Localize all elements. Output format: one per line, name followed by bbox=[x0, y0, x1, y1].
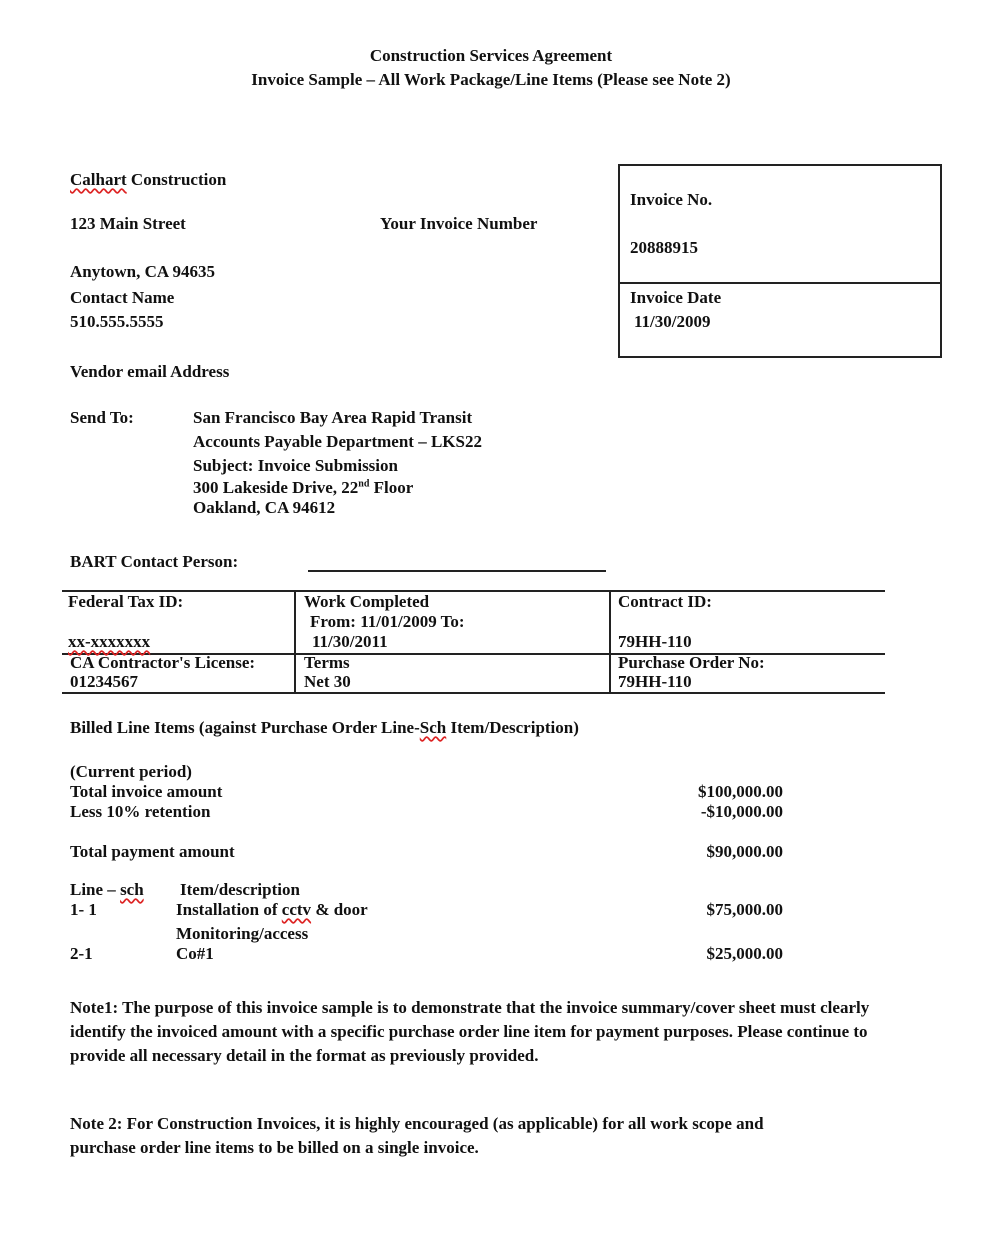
line-item-number: 2-1 bbox=[70, 944, 93, 963]
table-column-divider bbox=[609, 590, 611, 694]
po-label: Purchase Order No: bbox=[618, 653, 765, 672]
send-to-line: 300 Lakeside Drive, 22 bbox=[193, 478, 359, 497]
bart-contact-label: BART Contact Person: bbox=[70, 552, 239, 571]
vendor-email: Vendor email Address bbox=[70, 362, 230, 381]
fed-tax-value: xx-xxxxxxx bbox=[68, 632, 151, 651]
contract-id-value: 79HH-110 bbox=[618, 632, 692, 651]
invoice-date-value: 11/30/2009 bbox=[634, 312, 711, 331]
document-subtitle: Invoice Sample – All Work Package/Line Items (Please see Note 2) bbox=[251, 70, 731, 89]
bart-contact-blank-line[interactable] bbox=[308, 570, 606, 572]
total-payment-value: $90,000.00 bbox=[706, 842, 783, 861]
contract-id-label: Contract ID: bbox=[618, 592, 712, 611]
send-to-line: Oakland, CA 94612 bbox=[193, 498, 336, 517]
line-item-value: $75,000.00 bbox=[706, 900, 783, 919]
table-bottom-border bbox=[62, 692, 885, 694]
line-header-pre: Line – bbox=[70, 880, 121, 899]
total-payment-label: Total payment amount bbox=[70, 842, 235, 861]
send-to-floor: Floor bbox=[369, 478, 414, 497]
fed-tax-label: Federal Tax ID: bbox=[68, 592, 184, 611]
billed-heading-pre: Billed Line Items (against Purchase Order Line- bbox=[70, 718, 420, 737]
send-to-address bbox=[193, 478, 413, 498]
invoice-no-label: Invoice No. bbox=[630, 190, 713, 209]
line-item-desc: Co#1 bbox=[176, 944, 214, 963]
vendor-company-rest: Construction bbox=[126, 170, 227, 189]
invoice-date-label: Invoice Date bbox=[630, 288, 722, 307]
retention-label: Less 10% retention bbox=[70, 802, 211, 821]
work-completed-label: Work Completed bbox=[304, 592, 430, 611]
floor-superscript: nd bbox=[358, 478, 370, 490]
send-to-line: San Francisco Bay Area Rapid Transit bbox=[193, 408, 473, 427]
note-1: Note1: The purpose of this invoice sample is to demonstrate that the invoice summary/cover sheet must clearly identify the invoiced amount with a specific purchase order line item for payment purposes. Please continue to provide all necessary detail in the format as previously provided. bbox=[70, 998, 870, 1065]
line-item-desc-top: Monitoring/access bbox=[176, 924, 309, 943]
vendor-city: Anytown, CA 94635 bbox=[70, 262, 215, 281]
terms-value: Net 30 bbox=[304, 672, 351, 691]
work-from: From: 11/01/2009 To: bbox=[310, 612, 465, 631]
work-to: 11/30/2011 bbox=[312, 632, 388, 651]
vendor-phone: 510.555.5555 bbox=[70, 312, 164, 331]
line-item-value: $25,000.00 bbox=[706, 944, 783, 963]
line-item-desc-post: & door bbox=[311, 900, 368, 919]
vendor-company-first: Calhart bbox=[70, 170, 127, 189]
send-to-line: Accounts Payable Department – LKS22 bbox=[193, 432, 482, 451]
license-value: 01234567 bbox=[70, 672, 138, 691]
total-invoice-value: $100,000.00 bbox=[698, 782, 783, 801]
line-item-desc-squig: cctv bbox=[281, 900, 312, 919]
billed-heading bbox=[70, 718, 579, 738]
vendor-contact-name: Contact Name bbox=[70, 288, 175, 307]
line-item-number: 1- 1 bbox=[70, 900, 97, 919]
line-item-desc-pre: Installation of bbox=[176, 900, 282, 919]
license-label: CA Contractor's License: bbox=[70, 653, 256, 672]
invoice-box-divider bbox=[618, 282, 940, 284]
vendor-street: 123 Main Street bbox=[70, 214, 186, 233]
line-header-desc: Item/description bbox=[180, 880, 300, 899]
current-period: (Current period) bbox=[70, 762, 192, 781]
send-to-label: Send To: bbox=[70, 408, 134, 427]
retention-value: -$10,000.00 bbox=[700, 802, 783, 821]
invoice-no-value: 20888915 bbox=[630, 238, 698, 257]
document-title: Construction Services Agreement bbox=[369, 46, 613, 65]
table-column-divider bbox=[294, 590, 296, 694]
line-item-desc bbox=[176, 900, 368, 920]
line-header bbox=[70, 880, 144, 900]
line-header-sch: sch bbox=[120, 880, 144, 899]
terms-label: Terms bbox=[304, 653, 350, 672]
vendor-company bbox=[70, 170, 226, 190]
your-invoice-number: Your Invoice Number bbox=[380, 214, 538, 233]
note-2: Note 2: For Construction Invoices, it is highly encouraged (as applicable) for all work scope and purchase order line items to be billed on a single invoice. bbox=[70, 1114, 764, 1157]
send-to-line: Subject: Invoice Submission bbox=[193, 456, 398, 475]
billed-heading-post: Item/Description) bbox=[446, 718, 579, 737]
po-value: 79HH-110 bbox=[618, 672, 692, 691]
billed-heading-sch: Sch bbox=[419, 718, 447, 737]
total-invoice-label: Total invoice amount bbox=[70, 782, 223, 801]
table-top-border bbox=[62, 590, 885, 592]
